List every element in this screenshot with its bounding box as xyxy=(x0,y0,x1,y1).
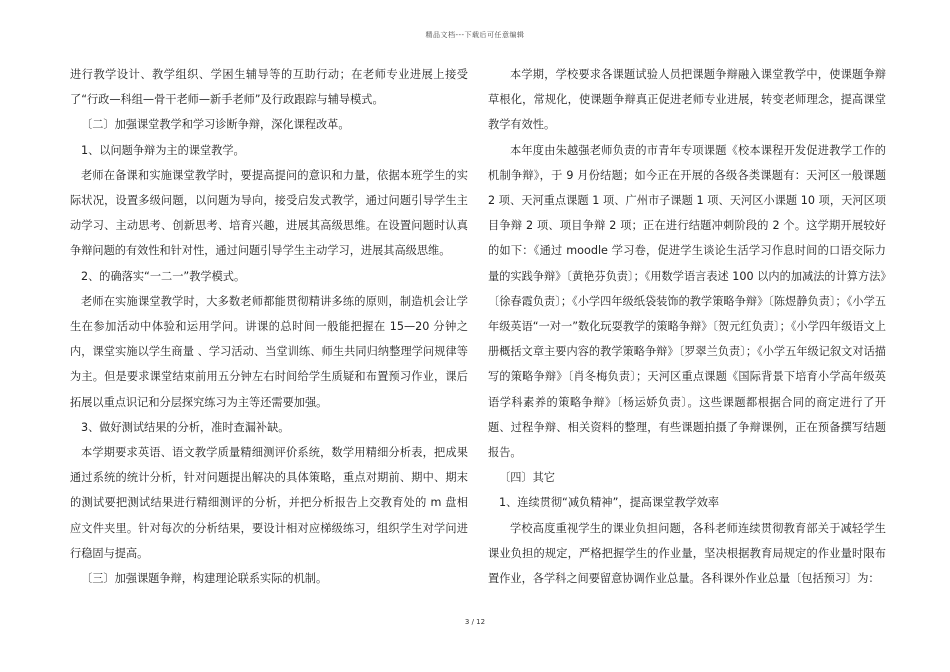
section-heading: 〔四〕其它 xyxy=(499,471,555,485)
subsection-heading: 3、做好测试结果的分析，准时查漏补缺。 xyxy=(81,420,290,434)
paragraph: 学校高度重视学生的课业负担问题，各科老师连续贯彻教育部关于减轻学生课业负担的规定，严格把握学生的作业量，坚决根据教育局规定的作业量时限布置作业，各学科之间要留意协调作业总量。各科课外作业总量〔包括预习〕为： xyxy=(488,521,886,586)
paragraph: 老师在备课和实施课堂教学时，要提高提问的意识和力量，依据本班学生的实际状况，设置多级问题，以问题为导向，接受启发式教学，通过问题引导学生主动学习、主动思考、创新思考、培育兴趣，进展其高级思维。在设置问题时认真争辩问题的有效性和针对性，通过问题引导学生主动学习，进展其高级思维。 xyxy=(70,168,468,258)
subsection-heading: 1、以问题争辩为主的课堂教学。 xyxy=(81,143,245,157)
subsection-heading: 2、的确落实“一二一”教学模式。 xyxy=(81,269,246,283)
document-header: 精品文档---下载后可任意编辑 xyxy=(425,31,525,39)
paragraph: 本学期，学校要求各课题试验人员把课题争辩融入课堂教学中，使课题争辩草根化，常规化，使课题争辩真正促进老师专业进展，转变老师理念，提高课堂教学有效性。 xyxy=(488,68,886,132)
page-number: 3 / 12 xyxy=(464,618,486,626)
paragraph: 老师在实施课堂教学时，大多数老师都能贯彻精讲多练的原则，制造机会让学生在参加活动中体验和运用学问。讲课的总时间一般能把握在 15—20 分钟之内，课堂实施以学生商量 、学习活动、当堂训练、师生共同归纳整理学问规律等为主。但是要求课堂结束前用五分钟左右时间给学生质疑和布置预习作业，课后拓展以重点识记和分层探究练习为主等还需要加强。 xyxy=(70,294,468,409)
left-column xyxy=(70,62,468,591)
paragraph: 进行教学设计、教学组织、学困生辅导等的互助行动；在老师专业进展上接受了“行政—科组—骨干老师—新手老师”及行政跟踪与辅导模式。 xyxy=(70,68,468,107)
section-heading: 〔二〕加强课堂教学和学习诊断争辩，深化课程改革。 xyxy=(81,118,350,132)
subsection-heading: 1、连续贯彻“减负精神”，提高课堂教学效率 xyxy=(499,496,720,510)
paragraph: 本年度由朱越强老师负责的市青年专项课题《校本课程开发促进教学工作的机制争辩》，于 9 月份结题；如今正在开展的各级各类课题有：天河区一般课题 2 项、天河重点课题 1 项、广州市子课题 1 项、天河区小课题 10 项，天河区项目争辩 2 项、项目争辩 2 项；正在进行结题冲刺阶段的 2 个。这学期开展较好的如下：《通过 moodle 学习卷，促进学生谈论生活学习作息时间的口语交际力量的实践争辩》〔黄艳芬负责〕；《用数学语言表述 100 以内的加减法的计算方法》〔徐春霞负责〕；《小学四年级纸袋装饰的教学策略争辩》〔陈煜静负责〕；《小学五年级英语“一对一”数化玩耍教学的策略争辩》〔贺元红负责〕；《小学四年级语文上册概括文章主要内容的教学策略争辩》〔罗翠兰负责〕；《小学五年级记叙文对话描写的策略争辩》〔肖冬梅负责〕；天河区重点课题《国际背景下培育小学高年级英语学科素养的策略争辩》〔杨运娇负责〕。这些课题都根据合同的商定进行了开题、过程争辩、相关资料的整理，有些课题拍摄了争辩课例，正在预备撰写结题报告。 xyxy=(488,143,886,460)
paragraph: 本学期要求英语、语文教学质量精细测评价系统，数学用精细分析表，把成果通过系统的统计分析，针对问题提出解决的具体策略，重点对期前、期中、期末的测试要把测试结果进行精细测评的分析，并把分析报告上交教育处的 m 盘相应文件夹里。针对每次的分析结果，要设计相对应梯级练习，组织学生对学问进行稳固与提高。 xyxy=(70,446,468,560)
right-column xyxy=(488,62,886,591)
section-heading: 〔三〕加强课题争辩，构建理论联系实际的机制。 xyxy=(81,572,328,586)
